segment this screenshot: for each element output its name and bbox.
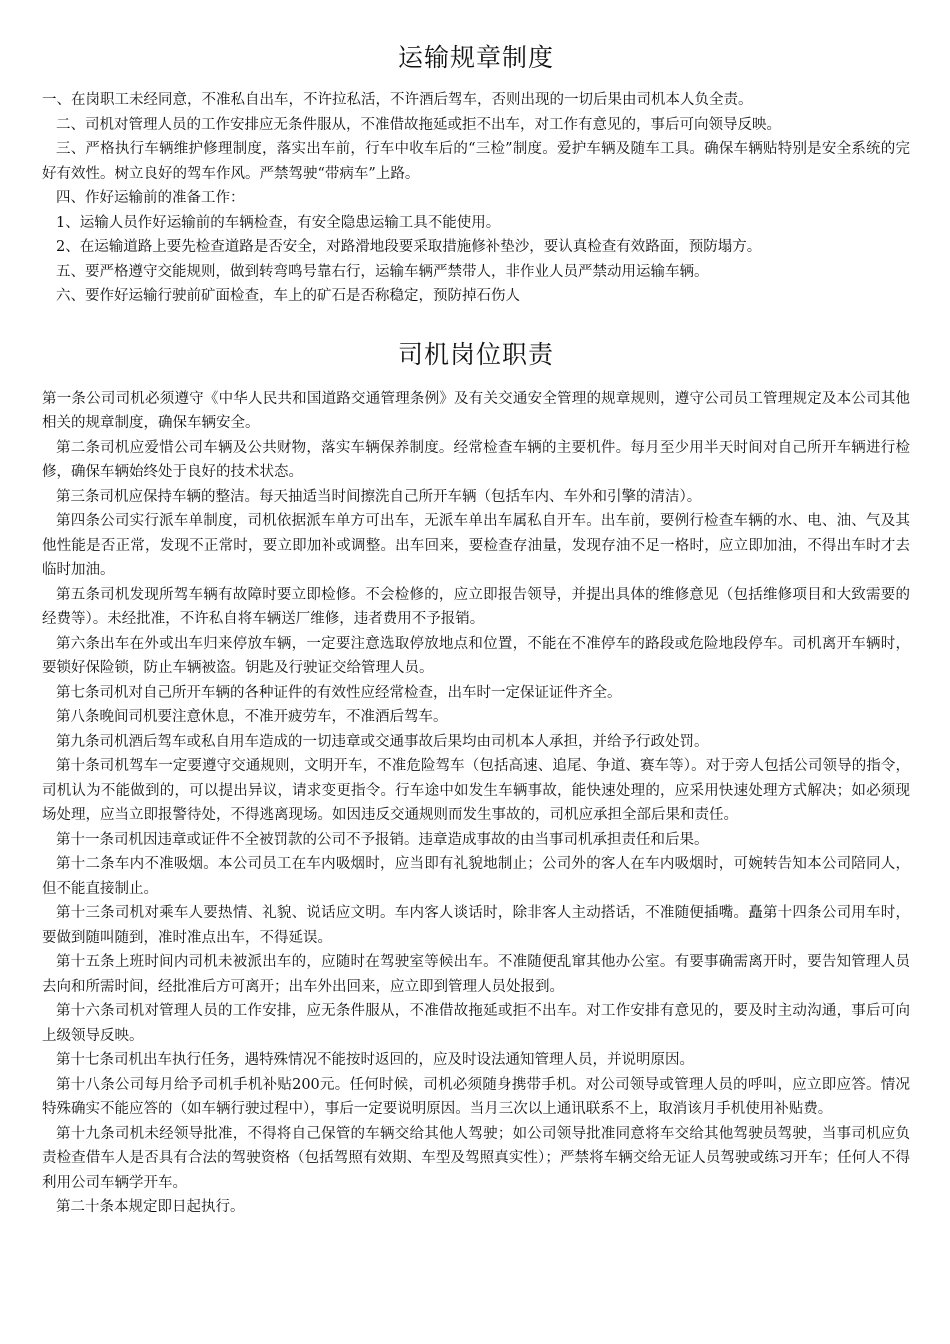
duty-paragraph: 第七条司机对自己所开车辆的各种证件的有效性应经常检查，出车时一定保证证件齐全。 xyxy=(56,684,622,701)
duty-paragraph: 第十六条司机对管理人员的工作安排，应无条件服从，不准借故拖延或拒不出车。对工作安排有意见的，要及时主动沟通，事后可向上级领导反映。 xyxy=(42,1003,910,1044)
duty-paragraph: 第二十条本规定即日起执行。 xyxy=(56,1199,245,1215)
duty-paragraph: 第十二条车内不准吸烟。本公司员工在车内吸烟时，应当即有礼貌地制止；公司外的客人在车内吸烟时，可婉转告知本公司陪同人，但不能直接制止。 xyxy=(42,856,910,897)
duty-paragraph: 第十五条上班时间内司机未被派出车的，应随时在驾驶室等候出车。不准随便乱窜其他办公室。有要事确需离开时，要告知管理人员去向和所需时间，经批准后方可离开；出车外出回来，应立即到管理人员处报到。 xyxy=(42,954,910,995)
duty-paragraph: 第五条司机发现所驾车辆有故障时要立即检修。不会检修的，应立即报告领导，并提出具体的维修意见（包括维修项目和大致需要的经费等）。未经批准，不许私自将车辆送厂维修，违者费用不予报销。 xyxy=(42,586,910,627)
rule-paragraph: 四、作好运输前的准备工作： xyxy=(56,190,245,206)
duty-paragraph: 第一条公司司机必须遵守《中华人民共和国道路交通管理条例》及有关交通安全管理的规章规则，遵守公司员工管理规定及本公司其他相关的规章制度，确保车辆安全。 xyxy=(42,390,910,431)
duty-paragraph: 第十三条司机对乘车人要热情、礼貌、说话应文明。车内客人谈话时，除非客人主动搭话，不准随便插嘴。矗第十四条公司用车时，要做到随叫随到，准时准点出车，不得延误。 xyxy=(42,905,910,946)
rule-paragraph: 六、要作好运输行驶前矿面检查，车上的矿石是否称稳定，预防掉石伤人 xyxy=(56,288,520,304)
duty-paragraph: 第三条司机应保持车辆的整洁。每天抽适当时间擦洗自己所开车辆（包括车内、车外和引擎的清洁）。 xyxy=(56,488,702,505)
duty-paragraph: 第九条司机酒后驾车或私自用车造成的一切违章或交通事故后果均由司机本人承担，并给予行政处罚。 xyxy=(56,733,709,750)
duty-paragraph: 第十七条司机出车执行任务，遇特殊情况不能按时返回的，应及时设法通知管理人员，并说明原因。 xyxy=(56,1052,694,1068)
rule-paragraph: 三、严格执行车辆维护修理制度，落实出车前，行车中收车后的“三检”制度。爱护车辆及随车工具。确保车辆贴特别是安全系统的完好有效性。树立良好的驾车作风。严禁驾驶“带病车”上路。 xyxy=(42,141,910,182)
duty-paragraph: 第十八条公司每月给予司机手机补贴200元。任何时候，司机必须随身携带手机。对公司领导或管理人员的呼叫，应立即应答。情况特殊确实不能应答的（如车辆行驶过程中），事后一定要说明原因。当月三次以上通讯联系不上，取消该月手机使用补贴费。 xyxy=(42,1076,910,1117)
section-title-transport-rules: 运输规章制度 xyxy=(397,43,554,72)
rule-paragraph: 五、要严格遵守交能规则，做到转弯鸣号靠右行，运输车辆严禁带人，非作业人员严禁动用运输车辆。 xyxy=(56,263,709,280)
duty-paragraph: 第八条晚间司机要注意休息，不准开疲劳车，不准酒后驾车。 xyxy=(56,709,448,725)
duty-paragraph: 第十条司机驾车一定要遵守交通规则，文明开车，不准危险驾车（包括高速、追尾、争道、赛车等）。对于旁人包括公司领导的指令，司机认为不能做到的，可以提出异议，请求变更指令。行车途中如发生车辆事故，能快速处理的，应采用快速处理方式解决；如必须现场处理，应当立即报警待处，不得逃离现场。如因违反交通规则而发生事故的，司机应承担全部后果和责任。 xyxy=(42,758,910,823)
duty-paragraph: 第十九条司机未经领导批准，不得将自己保管的车辆交给其他人驾驶；如公司领导批准同意将车交给其他驾驶员驾驶，当事司机应负责检查借车人是否具有合法的驾驶资格（包括驾照有效期、车型及驾照真实性）；严禁将车辆交给无证人员驾驶或练习开车；任何人不得利用公司车辆学开车。 xyxy=(42,1125,910,1191)
duty-paragraph: 第二条司机应爱惜公司车辆及公共财物，落实车辆保养制度。经常检查车辆的主要机件。每月至少用半天时间对自己所开车辆进行检修，确保车辆始终处于良好的技术状态。 xyxy=(42,439,910,480)
duty-paragraph: 第十一条司机因违章或证件不全被罚款的公司不予报销。违章造成事故的由当事司机承担责任和后果。 xyxy=(56,831,709,848)
section-title-driver-duties: 司机岗位职责 xyxy=(397,339,554,369)
document-page xyxy=(42,38,910,1220)
rule-paragraph: 2、在运输道路上要先检查道路是否安全，对路滑地段要采取措施修补垫沙，要认真检查有效路面，预防塌方。 xyxy=(56,239,762,255)
duty-paragraph: 第六条出车在外或出车归来停放车辆，一定要注意选取停放地点和位置，不能在不准停车的路段或危险地段停车。司机离开车辆时，要锁好保险锁，防止车辆被盗。钥匙及行驶证交给管理人员。 xyxy=(42,635,910,676)
rule-paragraph: 一、在岗职工未经同意，不准私自出车，不许拉私活，不许酒后驾车，否则出现的一切后果由司机本人负全责。 xyxy=(42,92,753,108)
duty-paragraph: 第四条公司实行派车单制度，司机依据派车单方可出车，无派车单出车属私自开车。出车前，要例行检查车辆的水、电、油、气及其他性能是否正常，发现不正常时，要立即加补或调整。出车回来，要检查存油量，发现存油不足一格时，应立即加油，不得出车时才去临时加油。 xyxy=(42,513,910,578)
rule-paragraph: 1、运输人员作好运输前的车辆检查，有安全隐患运输工具不能使用。 xyxy=(56,214,501,231)
rule-paragraph: 二、司机对管理人员的工作安排应无条件服从，不准借故拖延或拒不出车，对工作有意见的，事后可向领导反映。 xyxy=(56,116,781,133)
